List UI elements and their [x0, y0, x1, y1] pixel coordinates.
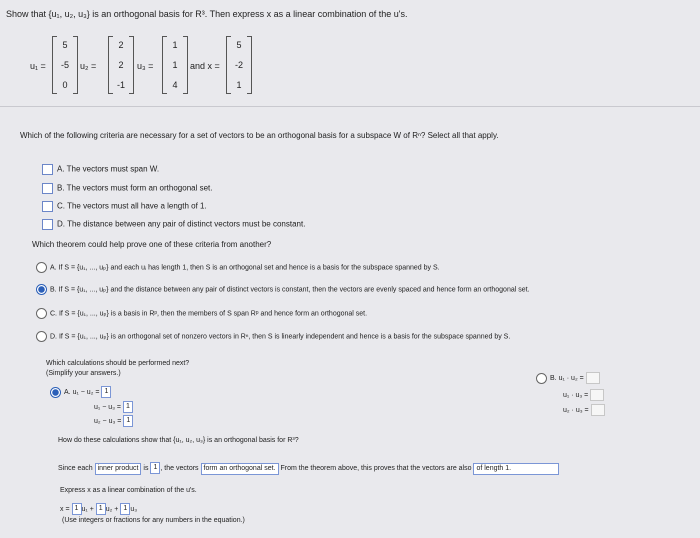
answer-box[interactable]: 1: [123, 401, 133, 413]
u3-entry: 1: [172, 60, 178, 70]
calc-row: [563, 404, 605, 416]
u1-vector: [52, 36, 78, 94]
option-text: The vectors must span W.: [66, 164, 160, 174]
calc-row: [563, 389, 604, 401]
criteria-option-a[interactable]: [42, 164, 159, 175]
option-text: The vectors must all have a length of 1.: [67, 201, 207, 211]
option-letter: A.: [50, 264, 57, 272]
u2-entry: -1: [116, 80, 125, 90]
answer-box[interactable]: 1: [101, 386, 111, 398]
x-entry: 1: [236, 80, 242, 90]
option-text: The vectors must form an orthogonal set.: [66, 183, 213, 193]
calc-option-a[interactable]: [50, 386, 111, 398]
u3-label: u₃ =: [137, 61, 154, 71]
theorem-option-b[interactable]: [36, 284, 530, 295]
checkbox[interactable]: [42, 201, 53, 212]
radio-button[interactable]: [36, 308, 47, 319]
u2-entry: 2: [118, 40, 124, 50]
radio-button[interactable]: [36, 331, 47, 342]
option-letter: A.: [64, 388, 71, 396]
calculations-hint: (Simplify your answers.): [46, 370, 121, 377]
checkbox[interactable]: [42, 183, 53, 194]
conclusion-prompt: How do these calculations show that {u₁, u₂, u₃} is an orthogonal basis for R³?: [58, 437, 299, 444]
x-entry: 5: [236, 40, 242, 50]
calc-option-b[interactable]: [536, 372, 600, 384]
option-letter: A.: [57, 164, 65, 174]
criteria-prompt: Which of the following criteria are necessary for a set of vectors to be an orthogonal basis for a subspace W of Rⁿ? Select all that apply.: [20, 131, 499, 140]
text-x-equals: x =: [60, 505, 70, 513]
x-entry: -2: [234, 60, 243, 70]
option-letter: D.: [57, 219, 65, 229]
dropdown-inner-product[interactable]: inner product: [95, 463, 142, 475]
u3-entry: 1: [172, 40, 178, 50]
coef-box-3[interactable]: 1: [120, 503, 130, 515]
dropdown-orthogonal-set[interactable]: form an orthogonal set.: [201, 463, 279, 475]
checkbox[interactable]: [42, 219, 53, 230]
option-text: If S = {u₁, ..., uₚ} is an orthogonal set of nonzero vectors in Rⁿ, then S is linearly independent and hence is a basis for the subspace spanned by S.: [58, 333, 511, 341]
express-note: (Use integers or fractions for any numbers in the equation.): [62, 517, 245, 524]
text-u2: u₂ +: [105, 505, 119, 513]
option-letter: B.: [550, 374, 557, 382]
answer-box-empty[interactable]: [590, 389, 604, 401]
u2-vector: [108, 36, 134, 94]
calc-expression: u₂ · u₃ =: [563, 406, 589, 414]
u1-entry: 0: [62, 80, 68, 90]
answer-box-empty[interactable]: [586, 372, 600, 384]
calc-expression: u₁ · u₃ =: [563, 391, 589, 399]
text-from-theorem: From the theorem above, this proves that the vectors are also: [280, 464, 472, 472]
option-text: If S = {u₁, ..., uₚ} and the distance between any pair of distinct vectors is constant, then the vectors are evenly spaced and hence form an orthogonal set.: [58, 286, 530, 294]
question-text: Show that {u₁, u₂, u₃} is an orthogonal basis for R³. Then express x as a linear combination of the u's.: [6, 9, 408, 19]
calc-expression: u₂ − u₃ =: [94, 417, 122, 425]
text-since-each: Since each: [58, 464, 93, 472]
coef-box-2[interactable]: 1: [96, 503, 106, 515]
radio-button[interactable]: [536, 373, 547, 384]
conclusion-sentence: [58, 462, 559, 475]
u3-entry: 4: [172, 80, 178, 90]
x-vector: [226, 36, 252, 94]
option-letter: C.: [57, 201, 65, 211]
option-text: The distance between any pair of distinct vectors must be constant.: [67, 219, 306, 229]
calc-expression: u₁ − u₂ =: [72, 388, 100, 396]
checkbox[interactable]: [42, 164, 53, 175]
linear-combination: [60, 503, 137, 515]
text-the-vectors: , the vectors: [160, 464, 199, 472]
u1-entry: 5: [62, 40, 68, 50]
u2-label: u₂ =: [80, 61, 97, 71]
option-text: If S = {u₁, ..., uₚ} is a basis in Rᵖ, then the members of S span Rᵖ and hence form an orthogonal set.: [58, 310, 368, 318]
radio-button-selected[interactable]: [50, 387, 61, 398]
theorem-option-a[interactable]: [36, 262, 440, 273]
option-letter: C.: [50, 310, 57, 318]
calc-row: [94, 401, 133, 413]
text-is: is: [143, 464, 149, 472]
u3-vector: [162, 36, 188, 94]
option-letter: B.: [57, 183, 65, 193]
answer-box-empty[interactable]: [591, 404, 605, 416]
option-letter: B.: [50, 286, 57, 294]
radio-button[interactable]: [36, 262, 47, 273]
theorem-option-c[interactable]: [36, 308, 367, 319]
option-letter: D.: [50, 333, 57, 341]
text-u1: u₁ +: [81, 505, 94, 513]
section-divider: [0, 106, 700, 107]
theorem-prompt: Which theorem could help prove one of these criteria from another?: [32, 240, 272, 249]
option-text: If S = {u₁, ..., uₚ} and each uᵢ has length 1, then S is an orthogonal set and hence is a basis for the subspace spanned by S.: [58, 264, 440, 272]
criteria-option-d[interactable]: [42, 219, 305, 230]
radio-button-selected[interactable]: [36, 284, 47, 295]
answer-box[interactable]: 1: [150, 462, 160, 474]
coef-box-1[interactable]: 1: [72, 503, 82, 515]
u1-entry: -5: [60, 60, 69, 70]
express-prompt: Express x as a linear combination of the u's.: [60, 487, 197, 494]
criteria-option-b[interactable]: [42, 183, 212, 194]
criteria-option-c[interactable]: [42, 201, 207, 212]
dropdown-length[interactable]: of length 1.: [473, 463, 559, 475]
u1-label: u₁ =: [30, 61, 46, 71]
theorem-option-d[interactable]: [36, 331, 510, 342]
text-u3: u₃: [130, 505, 138, 513]
x-label: and x =: [190, 61, 220, 71]
calc-expression: u₁ − u₃ =: [94, 403, 122, 411]
calc-row: [94, 415, 133, 427]
answer-box[interactable]: 1: [123, 415, 133, 427]
calculations-prompt: Which calculations should be performed next?: [46, 360, 190, 367]
u2-entry: 2: [118, 60, 124, 70]
calc-expression: u₁ · u₂ =: [558, 374, 584, 382]
